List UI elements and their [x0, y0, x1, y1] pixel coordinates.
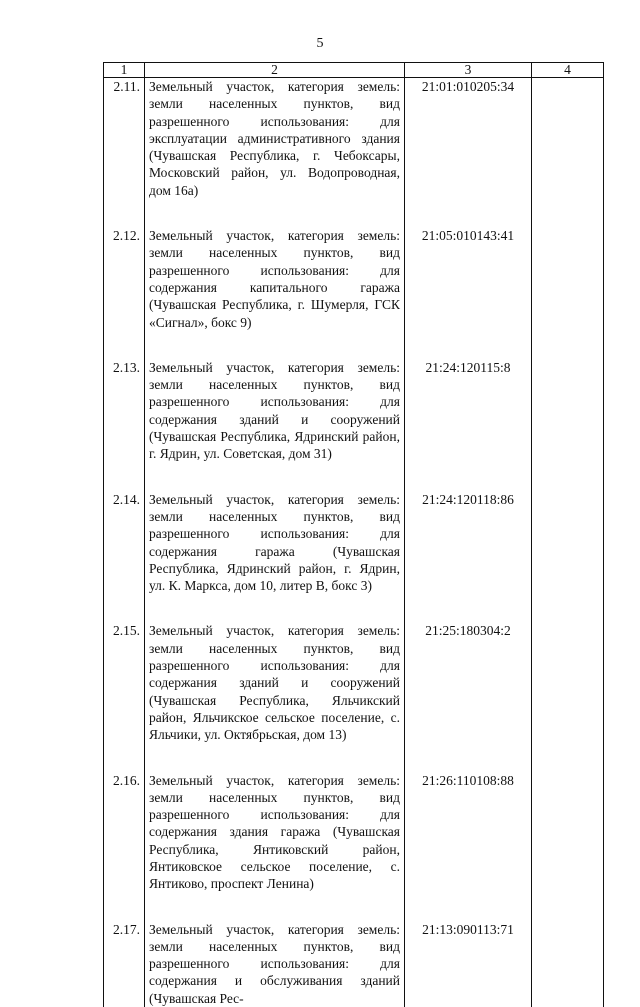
column-header-2: 2 [145, 63, 405, 78]
row-description: Земельный участок, категория земель: земли населенных пунктов, вид разрешенного использования: для содержания зданий и сооружений (Чувашская Республика, Ядринский район, г. Ядрин, ул. Советская, дом 31) [145, 359, 405, 491]
row-column-4 [532, 359, 604, 491]
row-description: Земельный участок, категория земель: земли населенных пунктов, вид разрешенного использования: для содержания капитального гаража (Чувашская Республика, г. Шумерля, ГСК «Сигнал», бокс 9) [145, 227, 405, 359]
row-number: 2.11. [104, 78, 145, 228]
row-column-4 [532, 622, 604, 771]
cadastral-number: 21:13:090113:71 [405, 921, 532, 1007]
row-number: 2.15. [104, 622, 145, 771]
row-number: 2.16. [104, 772, 145, 921]
table-row [104, 78, 604, 228]
table-row [104, 622, 604, 771]
row-description: Земельный участок, категория земель: земли населенных пунктов, вид разрешенного использования: для содержания зданий и сооружений (Чувашская Республика, Яльчикский район, Яльчикское сельское поселение, с. Яльчики, ул. Октябрьская, дом 13) [145, 622, 405, 771]
row-column-4 [532, 921, 604, 1007]
column-header-1: 1 [104, 63, 145, 78]
row-description: Земельный участок, категория земель: земли населенных пунктов, вид разрешенного использования: для содержания и обслуживания зданий (Чувашская Рес- [145, 921, 405, 1007]
cadastral-number: 21:24:120118:86 [405, 491, 532, 623]
row-column-4 [532, 772, 604, 921]
cadastral-number: 21:01:010205:34 [405, 78, 532, 228]
row-number: 2.17. [104, 921, 145, 1007]
row-column-4 [532, 78, 604, 228]
row-description: Земельный участок, категория земель: земли населенных пунктов, вид разрешенного использования: для содержания здания гаража (Чувашская Республика, Янтиковский район, Янтиковское сельское поселение, с. Янтиково, проспект Ленина) [145, 772, 405, 921]
row-number: 2.13. [104, 359, 145, 491]
page-number: 5 [316, 36, 324, 51]
table-row [104, 359, 604, 491]
table-row [104, 772, 604, 921]
column-header-3: 3 [405, 63, 532, 78]
row-description: Земельный участок, категория земель: земли населенных пунктов, вид разрешенного использования: для эксплуатации административного здания (Чувашская Республика, г. Чебоксары, Московский район, ул. Водопроводная, дом 16а) [145, 78, 405, 228]
table-row [104, 921, 604, 1007]
table-row [104, 227, 604, 359]
table-row [104, 491, 604, 623]
table-header-row [104, 63, 604, 78]
property-table [103, 62, 604, 1007]
row-number: 2.12. [104, 227, 145, 359]
cadastral-number: 21:05:010143:41 [405, 227, 532, 359]
cadastral-number: 21:24:120115:8 [405, 359, 532, 491]
cadastral-number: 21:25:180304:2 [405, 622, 532, 771]
row-description: Земельный участок, категория земель: земли населенных пунктов, вид разрешенного использования: для содержания гаража (Чувашская Республика, Ядринский район, г. Ядрин, ул. К. Маркса, дом 10, литер В, бокс 3) [145, 491, 405, 623]
column-header-4: 4 [532, 63, 604, 78]
cadastral-number: 21:26:110108:88 [405, 772, 532, 921]
row-column-4 [532, 227, 604, 359]
row-number: 2.14. [104, 491, 145, 623]
row-column-4 [532, 491, 604, 623]
